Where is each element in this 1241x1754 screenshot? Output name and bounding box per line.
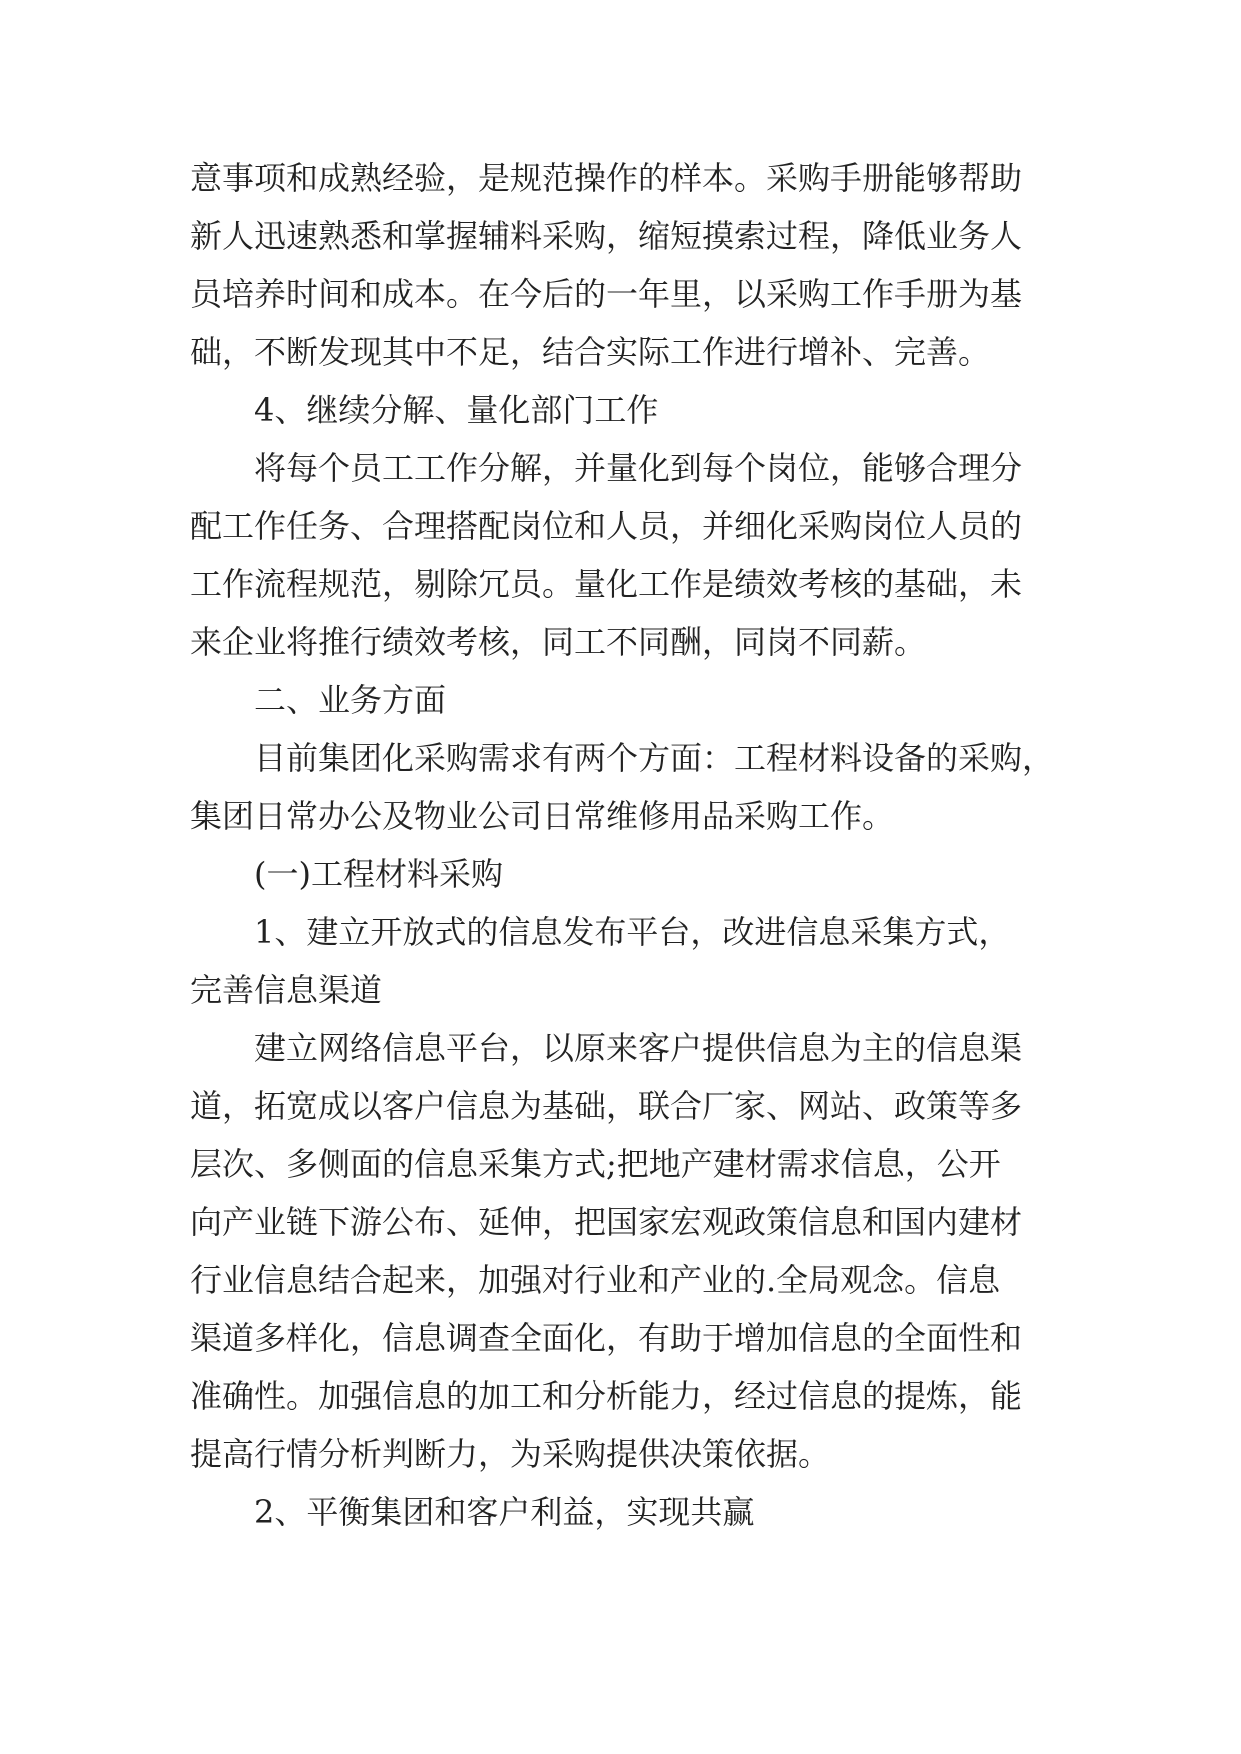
paragraph-line: 新人迅速熟悉和掌握辅料采购，缩短摸索过程，降低业务人 <box>190 217 1023 255</box>
paragraph-line: 将每个员工工作分解，并量化到每个岗位，能够合理分 <box>254 449 1023 487</box>
paragraph-line: 员培养时间和成本。在今后的一年里，以采购工作手册为基 <box>190 275 1023 313</box>
paragraph-line: 目前集团化采购需求有两个方面：工程材料设备的采购， <box>254 739 1055 777</box>
section-heading: 二、业务方面 <box>254 681 447 719</box>
section-heading: 4、继续分解、量化部门工作 <box>254 391 659 429</box>
section-heading: 2、平衡集团和客户利益，实现共赢 <box>254 1493 755 1531</box>
paragraph-line: 建立网络信息平台，以原来客户提供信息为主的信息渠 <box>254 1029 1023 1067</box>
section-heading: 完善信息渠道 <box>190 971 383 1009</box>
paragraph-line: 配工作任务、合理搭配岗位和人员，并细化采购岗位人员的 <box>190 507 1023 545</box>
paragraph-line: 来企业将推行绩效考核，同工不同酬，同岗不同薪。 <box>190 623 927 661</box>
paragraph-line: 行业信息结合起来，加强对行业和产业的.全局观念。信息 <box>190 1261 1001 1299</box>
paragraph-line: 集团日常办公及物业公司日常维修用品采购工作。 <box>190 797 895 835</box>
section-heading: 1、建立开放式的信息发布平台，改进信息采集方式， <box>254 913 1011 951</box>
paragraph-line: 意事项和成熟经验，是规范操作的样本。采购手册能够帮助 <box>190 159 1023 197</box>
section-heading: (一)工程材料采购 <box>254 855 503 893</box>
paragraph-line: 道，拓宽成以客户信息为基础，联合厂家、网站、政策等多 <box>190 1087 1023 1125</box>
paragraph-line: 准确性。加强信息的加工和分析能力，经过信息的提炼，能 <box>190 1377 1023 1415</box>
paragraph-line: 层次、多侧面的信息采集方式;把地产建材需求信息，公开 <box>190 1145 1001 1183</box>
paragraph-line: 工作流程规范，剔除冗员。量化工作是绩效考核的基础，未 <box>190 565 1023 603</box>
paragraph-line: 向产业链下游公布、延伸，把国家宏观政策信息和国内建材 <box>190 1203 1023 1241</box>
paragraph-line: 础，不断发现其中不足，结合实际工作进行增补、完善。 <box>190 333 991 371</box>
paragraph-line: 提高行情分析判断力，为采购提供决策依据。 <box>190 1435 831 1473</box>
paragraph-line: 渠道多样化，信息调查全面化，有助于增加信息的全面性和 <box>190 1319 1023 1357</box>
